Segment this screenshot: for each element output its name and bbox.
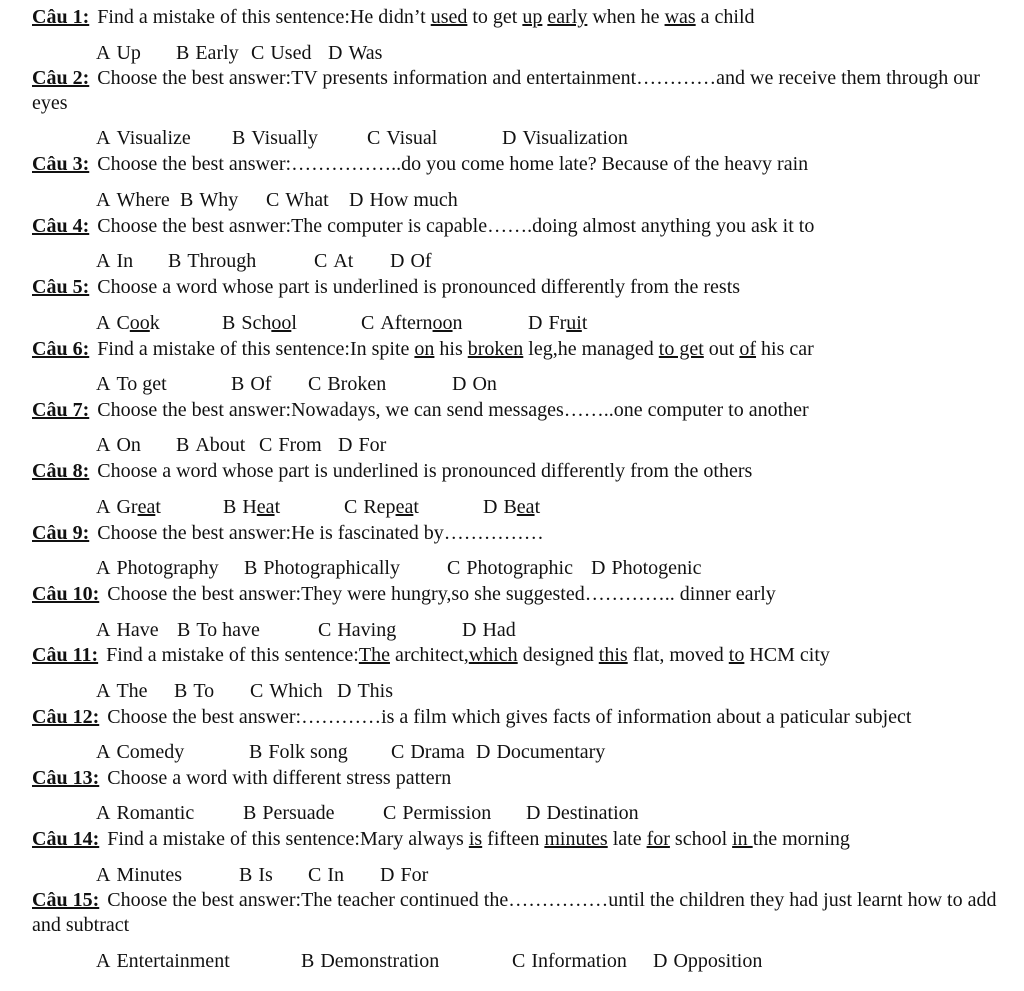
option-d[interactable]: [591, 555, 701, 581]
text-segment: Visual: [386, 127, 438, 149]
underlined-word: oo: [432, 312, 453, 334]
underlined-word: ea: [137, 496, 156, 518]
underlined-word: in: [732, 828, 753, 850]
option-label: B: [168, 250, 182, 272]
option-label: A: [96, 680, 111, 702]
option-label: B: [176, 42, 190, 64]
text-segment: Photography: [116, 557, 219, 579]
option-label: C: [383, 802, 397, 824]
option-label: A: [96, 189, 111, 211]
text-segment: Was: [348, 42, 383, 64]
question-number: Câu 8:: [32, 460, 90, 482]
option-d[interactable]: [653, 948, 762, 974]
text-segment: In: [116, 250, 134, 272]
option-d[interactable]: [462, 617, 516, 643]
option-c[interactable]: [250, 678, 323, 704]
option-label: B: [177, 619, 191, 641]
question-number: Câu 11:: [32, 644, 99, 666]
question-number: Câu 7:: [32, 399, 90, 421]
option-label: B: [243, 802, 257, 824]
text-segment: his car: [756, 338, 814, 360]
option-c[interactable]: [318, 617, 396, 643]
option-label: A: [96, 557, 111, 579]
question-number: Câu 12:: [32, 706, 100, 728]
text-segment: Used: [270, 42, 312, 64]
option-label: A: [96, 741, 111, 763]
option-b[interactable]: [239, 862, 273, 888]
option-a[interactable]: [96, 371, 167, 397]
text-segment: t: [581, 312, 588, 334]
option-b[interactable]: [249, 739, 348, 765]
text-segment: Of: [250, 373, 272, 395]
option-a[interactable]: [96, 948, 230, 974]
option-label: D: [483, 496, 498, 518]
option-label: A: [96, 127, 111, 149]
question-9: [32, 521, 1012, 546]
option-a[interactable]: [96, 555, 219, 581]
text-segment: Choose a word whose part is underlined is pronounced differently from the rests: [97, 276, 741, 298]
underlined-word: The: [358, 644, 390, 666]
text-segment: Photographic: [466, 557, 573, 579]
text-segment: Romantic: [116, 802, 195, 824]
option-a[interactable]: [96, 678, 148, 704]
text-segment: Find a mistake of this sentence:In spite: [97, 338, 415, 360]
text-segment: fifteen: [482, 828, 545, 850]
question-5: [32, 275, 1012, 300]
option-label: C: [251, 42, 265, 64]
text-segment: Up: [116, 42, 141, 64]
option-label: C: [391, 741, 405, 763]
text-segment: For: [400, 864, 429, 886]
option-label: D: [462, 619, 477, 641]
question-1: [32, 5, 1012, 30]
option-label: B: [176, 434, 190, 456]
text-segment: On: [472, 373, 497, 395]
option-label: C: [512, 950, 526, 972]
option-a[interactable]: [96, 40, 141, 66]
underlined-word: used: [430, 6, 468, 28]
option-label: D: [528, 312, 543, 334]
option-d[interactable]: [526, 800, 639, 826]
question-15: [32, 888, 1007, 938]
underlined-word: to: [728, 644, 745, 666]
text-segment: This: [357, 680, 394, 702]
option-a[interactable]: [96, 617, 159, 643]
text-segment: a child: [695, 6, 755, 28]
text-segment: C: [116, 312, 130, 334]
question-number: Câu 14:: [32, 828, 100, 850]
text-segment: HCM city: [744, 644, 830, 666]
text-segment: At: [333, 250, 354, 272]
option-label: A: [96, 312, 111, 334]
option-label: B: [239, 864, 253, 886]
text-segment: What: [285, 189, 329, 211]
option-c[interactable]: [512, 948, 627, 974]
underlined-word: ui: [566, 312, 582, 334]
text-segment: Folk song: [268, 741, 348, 763]
text-segment: B: [503, 496, 517, 518]
underlined-word: is: [468, 828, 483, 850]
option-label: A: [96, 434, 111, 456]
option-label: C: [308, 373, 322, 395]
option-label: C: [250, 680, 264, 702]
option-d[interactable]: [502, 125, 628, 151]
option-label: A: [96, 373, 111, 395]
underlined-word: oo: [129, 312, 150, 334]
text-segment: Why: [199, 189, 239, 211]
option-a[interactable]: [96, 310, 160, 336]
option-c[interactable]: [447, 555, 573, 581]
option-a[interactable]: [96, 125, 191, 151]
option-d[interactable]: [328, 40, 382, 66]
question-14: [32, 827, 1012, 852]
text-segment: Information: [531, 950, 627, 972]
option-label: D: [526, 802, 541, 824]
text-segment: Choose the best answer:They were hungry,so she suggested………….. dinner early: [107, 583, 776, 605]
text-segment: the morning: [752, 828, 850, 850]
text-segment: Permission: [402, 802, 492, 824]
option-a[interactable]: [96, 800, 194, 826]
option-a[interactable]: [96, 432, 141, 458]
underlined-word: to get: [658, 338, 704, 360]
option-a[interactable]: [96, 494, 161, 520]
underlined-word: this: [598, 644, 628, 666]
text-segment: How much: [369, 189, 458, 211]
text-segment: Choose the best answer:…………is a film which gives facts of information about a paticular subject: [107, 706, 912, 728]
text-segment: From: [278, 434, 322, 456]
text-segment: architect,: [389, 644, 469, 666]
option-c[interactable]: [266, 187, 329, 213]
option-label: B: [232, 127, 246, 149]
option-label: A: [96, 619, 111, 641]
option-label: A: [96, 950, 111, 972]
text-segment: On: [116, 434, 141, 456]
text-segment: Drama: [410, 741, 465, 763]
option-label: D: [591, 557, 606, 579]
text-segment: Visualize: [116, 127, 191, 149]
option-label: B: [223, 496, 237, 518]
text-segment: Fr: [548, 312, 567, 334]
text-segment: to get: [467, 6, 523, 28]
question-number: Câu 6:: [32, 338, 90, 360]
text-segment: Persuade: [262, 802, 335, 824]
question-number: Câu 3:: [32, 153, 90, 175]
question-number: Câu 4:: [32, 215, 90, 237]
underlined-word: early: [547, 6, 588, 28]
text-segment: About: [195, 434, 246, 456]
option-b[interactable]: [168, 248, 256, 274]
text-segment: k: [149, 312, 160, 334]
question-13: [32, 766, 1012, 791]
option-label: B: [249, 741, 263, 763]
text-segment: Choose the best answer:TV presents information and entertainment…………and we receive them through our eyes: [32, 67, 980, 114]
option-label: C: [447, 557, 461, 579]
option-c[interactable]: [251, 40, 311, 66]
option-b[interactable]: [301, 948, 439, 974]
text-segment: t: [534, 496, 541, 518]
option-c[interactable]: [344, 494, 419, 520]
text-segment: Comedy: [116, 741, 185, 763]
text-segment: Documentary: [496, 741, 606, 763]
question-7: [32, 398, 1012, 423]
option-c[interactable]: [391, 739, 465, 765]
question-number: Câu 13:: [32, 767, 100, 789]
text-segment: t: [155, 496, 161, 518]
option-b[interactable]: [223, 494, 280, 520]
text-segment: Find a mistake of this sentence:: [106, 644, 359, 666]
option-label: D: [502, 127, 517, 149]
option-b[interactable]: [176, 432, 245, 458]
text-segment: Visually: [251, 127, 318, 149]
text-segment: Destination: [546, 802, 639, 824]
option-b[interactable]: [177, 617, 260, 643]
option-label: C: [314, 250, 328, 272]
text-segment: To: [193, 680, 215, 702]
text-segment: Early: [195, 42, 239, 64]
underlined-word: which: [468, 644, 518, 666]
underlined-word: oo: [271, 312, 292, 334]
text-segment: Find a mistake of this sentence:He didn’t: [97, 6, 431, 28]
text-segment: Photogenic: [611, 557, 702, 579]
option-d[interactable]: [483, 494, 540, 520]
question-number: Câu 2:: [32, 67, 90, 89]
text-segment: Choose the best answer:Nowadays, we can send messages……..one computer to another: [97, 399, 809, 421]
question-number: Câu 5:: [32, 276, 90, 298]
option-d[interactable]: [380, 862, 428, 888]
text-segment: designed: [517, 644, 599, 666]
option-c[interactable]: [383, 800, 491, 826]
text-segment: Photographically: [263, 557, 400, 579]
option-label: C: [308, 864, 322, 886]
underlined-word: ea: [516, 496, 535, 518]
option-c[interactable]: [367, 125, 437, 151]
option-label: B: [231, 373, 245, 395]
text-segment: The: [116, 680, 148, 702]
text-segment: To get: [116, 373, 167, 395]
option-label: D: [337, 680, 352, 702]
option-a[interactable]: [96, 187, 170, 213]
option-label: A: [96, 496, 111, 518]
underlined-word: up: [522, 6, 543, 28]
option-b[interactable]: [176, 40, 239, 66]
text-segment: Gr: [116, 496, 138, 518]
text-segment: Having: [337, 619, 397, 641]
question-2: [32, 66, 1007, 116]
text-segment: Broken: [327, 373, 387, 395]
option-c[interactable]: [259, 432, 322, 458]
option-c[interactable]: [308, 371, 386, 397]
text-segment: n: [452, 312, 463, 334]
option-label: B: [180, 189, 194, 211]
text-segment: school: [669, 828, 733, 850]
option-label: B: [174, 680, 188, 702]
option-a[interactable]: [96, 248, 133, 274]
question-10: [32, 582, 1012, 607]
option-b[interactable]: [222, 310, 297, 336]
option-label: D: [380, 864, 395, 886]
option-label: B: [244, 557, 258, 579]
text-segment: his: [434, 338, 468, 360]
option-label: C: [361, 312, 375, 334]
underlined-word: minutes: [544, 828, 608, 850]
underlined-word: on: [414, 338, 435, 360]
text-segment: Entertainment: [116, 950, 230, 972]
text-segment: Through: [187, 250, 257, 272]
underlined-word: ea: [256, 496, 275, 518]
question-8: [32, 459, 1012, 484]
option-label: D: [476, 741, 491, 763]
option-b[interactable]: [231, 371, 271, 397]
text-segment: Demonstration: [320, 950, 440, 972]
text-segment: flat, moved: [627, 644, 729, 666]
option-d[interactable]: [528, 310, 587, 336]
option-d[interactable]: [390, 248, 432, 274]
question-6: [32, 337, 1012, 362]
option-c[interactable]: [361, 310, 463, 336]
option-label: D: [452, 373, 467, 395]
question-11: [32, 643, 1012, 668]
option-b[interactable]: [174, 678, 214, 704]
question-number: Câu 15:: [32, 889, 100, 911]
underlined-word: ea: [395, 496, 414, 518]
text-segment: Of: [410, 250, 432, 272]
text-segment: out: [703, 338, 740, 360]
text-segment: Minutes: [116, 864, 183, 886]
option-d[interactable]: [476, 739, 605, 765]
option-label: D: [338, 434, 353, 456]
option-c[interactable]: [314, 248, 353, 274]
text-segment: Choose a word with different stress pattern: [107, 767, 452, 789]
text-segment: Rep: [363, 496, 396, 518]
option-a[interactable]: [96, 862, 182, 888]
option-d[interactable]: [452, 371, 497, 397]
option-label: C: [266, 189, 280, 211]
text-segment: when he: [587, 6, 665, 28]
text-segment: To have: [196, 619, 260, 641]
underlined-word: of: [739, 338, 757, 360]
option-label: D: [328, 42, 343, 64]
text-segment: Aftern: [380, 312, 433, 334]
option-label: A: [96, 864, 111, 886]
option-label: C: [344, 496, 358, 518]
option-b[interactable]: [232, 125, 318, 151]
option-label: D: [653, 950, 668, 972]
option-d[interactable]: [338, 432, 386, 458]
text-segment: Which: [269, 680, 323, 702]
option-b[interactable]: [244, 555, 400, 581]
text-segment: Where: [116, 189, 170, 211]
question-12: [32, 705, 1012, 730]
text-segment: Visualization: [522, 127, 628, 149]
text-segment: H: [242, 496, 257, 518]
text-segment: Had: [482, 619, 516, 641]
option-d[interactable]: [337, 678, 393, 704]
text-segment: t: [413, 496, 419, 518]
text-segment: Have: [116, 619, 159, 641]
text-segment: For: [358, 434, 387, 456]
option-label: D: [390, 250, 405, 272]
option-label: B: [222, 312, 236, 334]
text-segment: Choose the best answer:The teacher continued the……………until the children they had just learnt how to add and subtract: [32, 889, 997, 936]
text-segment: late: [607, 828, 647, 850]
underlined-word: for: [646, 828, 670, 850]
option-b[interactable]: [243, 800, 335, 826]
option-c[interactable]: [308, 862, 344, 888]
text-segment: Choose the best answer:……………..do you come home late? Because of the heavy rain: [97, 153, 809, 175]
option-label: D: [349, 189, 364, 211]
text-segment: l: [291, 312, 297, 334]
option-label: C: [367, 127, 381, 149]
option-b[interactable]: [180, 187, 238, 213]
question-number: Câu 9:: [32, 522, 90, 544]
option-label: C: [259, 434, 273, 456]
underlined-word: was: [664, 6, 696, 28]
text-segment: Opposition: [673, 950, 763, 972]
text-segment: Choose a word whose part is underlined is pronounced differently from the others: [97, 460, 753, 482]
question-number: Câu 10:: [32, 583, 100, 605]
option-label: A: [96, 42, 111, 64]
text-segment: Is: [258, 864, 273, 886]
text-segment: Find a mistake of this sentence:Mary always: [107, 828, 469, 850]
text-segment: t: [274, 496, 281, 518]
question-number: Câu 1:: [32, 6, 90, 28]
option-label: C: [318, 619, 332, 641]
underlined-word: broken: [467, 338, 524, 360]
text-segment: Sch: [241, 312, 272, 334]
option-label: B: [301, 950, 315, 972]
question-3: [32, 152, 1012, 177]
option-d[interactable]: [349, 187, 458, 213]
option-a[interactable]: [96, 739, 184, 765]
text-segment: Choose the best asnwer:The computer is capable…….doing almost anything you ask it to: [97, 215, 815, 237]
option-label: A: [96, 250, 111, 272]
text-segment: leg,he managed: [523, 338, 659, 360]
text-segment: Choose the best answer:He is fascinated by……………: [97, 522, 544, 544]
question-4: [32, 214, 1012, 239]
text-segment: In: [327, 864, 345, 886]
option-label: A: [96, 802, 111, 824]
